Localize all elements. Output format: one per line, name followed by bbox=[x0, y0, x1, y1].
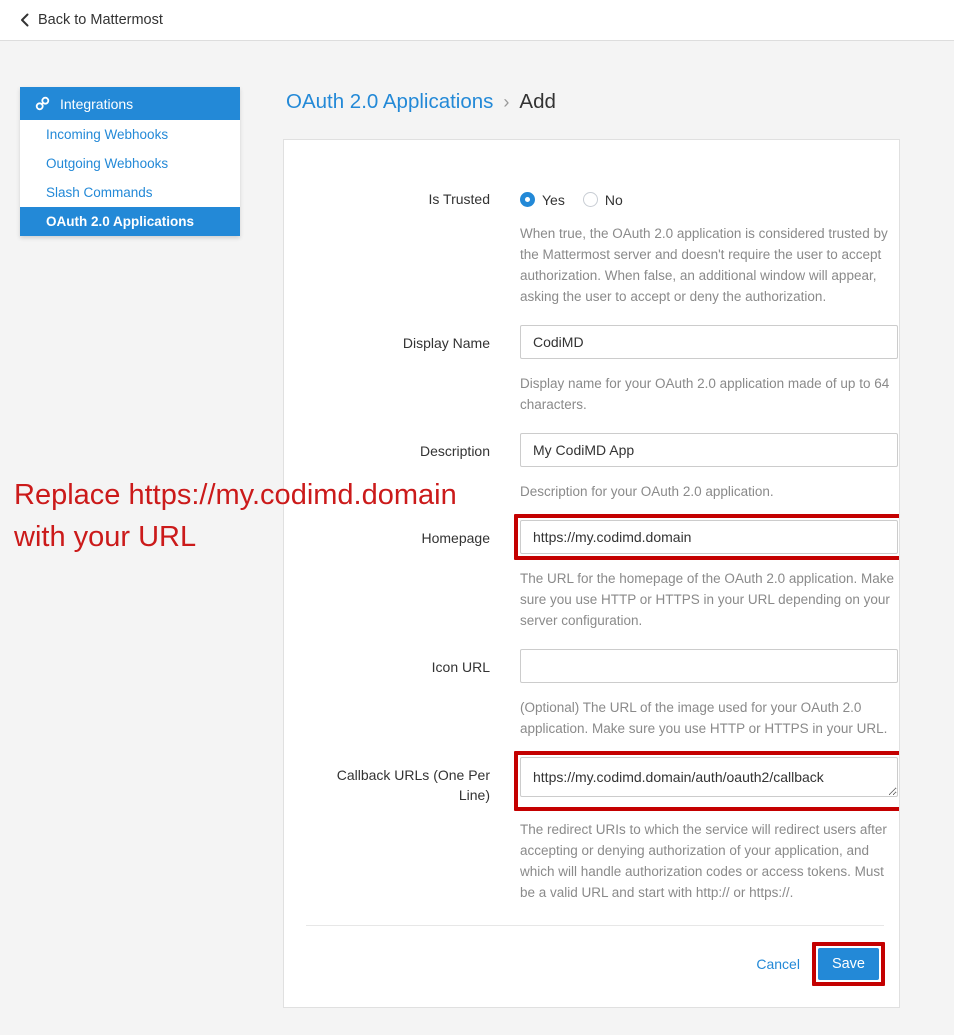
callback-urls-help: The redirect URIs to which the service will redirect users after accepting or denying authorization of your application, and which will handle authorization codes or access tokens. Must be a valid URL and start with http:// or https://. bbox=[520, 822, 887, 900]
breadcrumb-separator: › bbox=[503, 91, 510, 112]
save-button[interactable]: Save bbox=[818, 948, 879, 980]
breadcrumb-current: Add bbox=[519, 90, 556, 113]
homepage-help: The URL for the homepage of the OAuth 2.0 application. Make sure you use HTTP or HTTPS in your URL depending on your server configuration. bbox=[520, 571, 894, 628]
callback-urls-group bbox=[284, 757, 899, 903]
description-label: Description bbox=[419, 443, 490, 459]
back-chevron-icon bbox=[20, 13, 29, 27]
callback-urls-annotation-box bbox=[514, 751, 900, 811]
is-trusted-yes-label: Yes bbox=[542, 191, 565, 208]
integrations-sidebar bbox=[20, 87, 240, 236]
description-group bbox=[284, 433, 899, 502]
is-trusted-group bbox=[284, 188, 899, 307]
homepage-label: Homepage bbox=[421, 530, 490, 546]
save-annotation-box bbox=[812, 942, 885, 986]
is-trusted-radio-group bbox=[520, 188, 623, 209]
callback-urls-textarea[interactable] bbox=[520, 757, 898, 797]
sidebar-item-outgoing-webhooks[interactable]: Outgoing Webhooks bbox=[20, 149, 240, 178]
homepage-group bbox=[284, 520, 899, 631]
display-name-help: Display name for your OAuth 2.0 application made of up to 64 characters. bbox=[520, 376, 890, 412]
description-input[interactable] bbox=[520, 433, 898, 467]
sidebar-item-oauth-applications[interactable]: OAuth 2.0 Applications bbox=[20, 207, 240, 236]
is-trusted-no-radio[interactable] bbox=[583, 192, 623, 208]
annotation-line-1: Replace https://my.codimd.domain bbox=[14, 479, 457, 511]
sidebar-header-label: Integrations bbox=[60, 95, 134, 112]
is-trusted-help: When true, the OAuth 2.0 application is considered trusted by the Mattermost server and doesn't require the user to accept authorization. When false, an additional window will appear, asking the user to accept or deny the authorization. bbox=[520, 226, 888, 304]
is-trusted-no-label: No bbox=[604, 191, 623, 208]
homepage-annotation-box bbox=[514, 514, 900, 560]
back-to-mattermost-button[interactable] bbox=[20, 12, 163, 28]
form-footer bbox=[284, 926, 899, 1005]
sidebar-item-slash-commands[interactable]: Slash Commands bbox=[20, 178, 240, 207]
breadcrumb-parent-link[interactable]: OAuth 2.0 Applications bbox=[286, 90, 494, 113]
homepage-input[interactable] bbox=[520, 520, 898, 554]
link-icon bbox=[35, 96, 50, 111]
description-help: Description for your OAuth 2.0 application. bbox=[520, 484, 774, 499]
top-bar bbox=[0, 0, 954, 41]
icon-url-label: Icon URL bbox=[431, 659, 490, 675]
cancel-link[interactable]: Cancel bbox=[756, 956, 800, 972]
display-name-group bbox=[284, 325, 899, 415]
display-name-label: Display Name bbox=[402, 335, 490, 351]
sidebar-item-incoming-webhooks[interactable]: Incoming Webhooks bbox=[20, 120, 240, 149]
icon-url-input[interactable] bbox=[520, 649, 898, 683]
icon-url-help: (Optional) The URL of the image used for your OAuth 2.0 application. Make sure you use HTTP or HTTPS in your URL. bbox=[520, 700, 888, 736]
callback-urls-label: Callback URLs (One Per Line) bbox=[336, 767, 490, 803]
is-trusted-label: Is Trusted bbox=[428, 191, 490, 207]
oauth-add-form-panel bbox=[283, 139, 900, 1008]
sidebar-header-integrations[interactable] bbox=[20, 87, 240, 120]
breadcrumb bbox=[286, 90, 556, 114]
display-name-input[interactable] bbox=[520, 325, 898, 359]
radio-unselected-icon bbox=[583, 192, 598, 207]
annotation-line-2: with your URL bbox=[14, 521, 197, 553]
radio-selected-icon bbox=[520, 192, 535, 207]
is-trusted-yes-radio[interactable] bbox=[520, 192, 565, 208]
icon-url-group bbox=[284, 649, 899, 739]
back-label: Back to Mattermost bbox=[38, 12, 163, 28]
